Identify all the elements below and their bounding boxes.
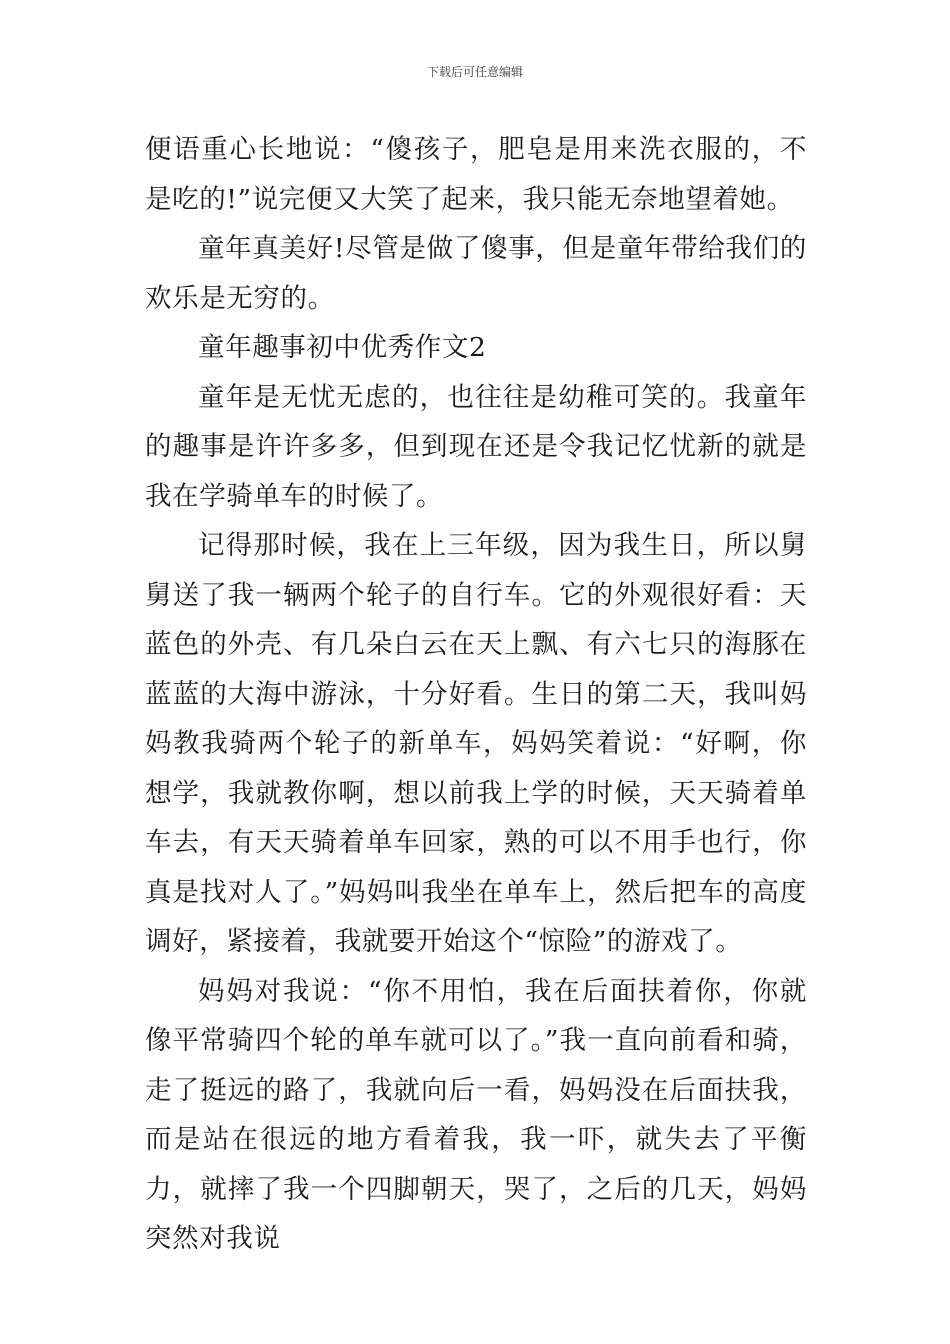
paragraph-bicycle-gift: 记得那时候，我在上三年级，因为我生日，所以舅舅送了我一辆两个轮子的自行车。它的外观很好看：天蓝色的外壳、有几朵白云在天上飘、有六七只的海豚在蓝蓝的大海中游泳，十分好看。生日的第二天，我叫妈妈教我骑两个轮子的新单车，妈妈笑着说：“好啊，你想学，我就教你啊，想以前我上学的时候，天天骑着单车去，有天天骑着单车回家，熟的可以不用手也行，你真是找对人了。”妈妈叫我坐在单车上，然后把车的高度调好，紧接着，我就要开始这个“惊险”的游戏了。 (145, 530, 807, 957)
page-header-note: 下载后可任意编辑 (426, 65, 523, 79)
paragraph-intro: 童年是无忧无虑的，也往往是幼稚可笑的。我童年的趣事是许许多多，但到现在还是令我记忆忧新的就是我在学骑单车的时候了。 (145, 381, 807, 512)
essay-title: 童年趣事初中优秀作文2 (198, 332, 487, 363)
document-body (145, 125, 807, 1264)
paragraph-childhood-beautiful: 童年真美好!尽管是做了傻事，但是童年带给我们的欢乐是无穷的。 (145, 233, 807, 314)
paragraph-learning-ride: 妈妈对我说：“你不用怕，我在后面扶着你，你就像平常骑四个轮的单车就可以了。”我一直向前看和骑，走了挺远的路了，我就向后一看，妈妈没在后面扶我，而是站在很远的地方看着我，我一吓，就失去了平衡力，就摔了我一个四脚朝天，哭了，之后的几天，妈妈突然对我说 (145, 975, 807, 1254)
paragraph-continuation: 便语重心长地说：“傻孩子，肥皂是用来洗衣服的，不是吃的!”说完便又大笑了起来，我只能无奈地望着她。 (145, 134, 807, 215)
